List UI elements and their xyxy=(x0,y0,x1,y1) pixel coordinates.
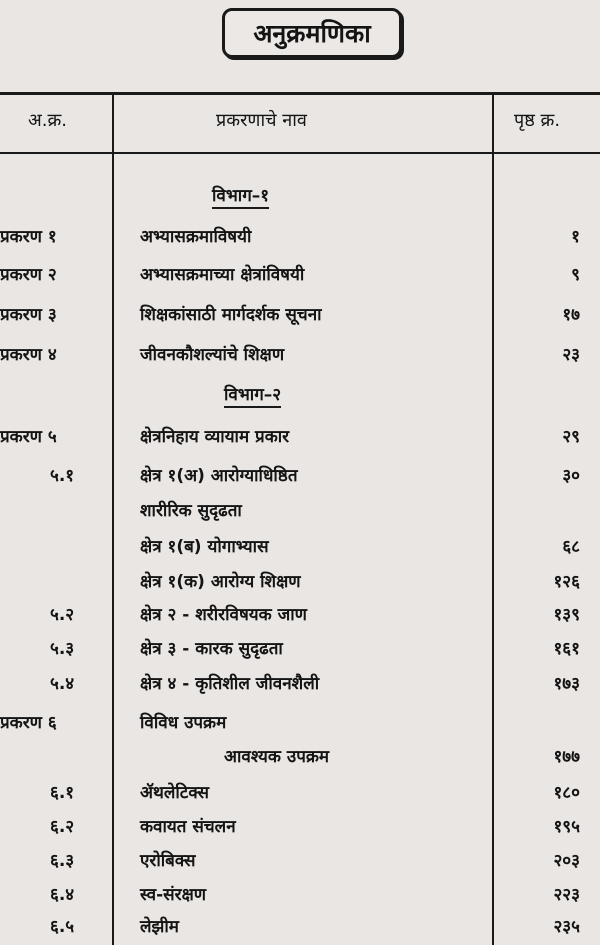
row-number: ५.२ xyxy=(50,605,75,625)
row-title: क्षेत्र ४ - कृतिशील जीवनशैली xyxy=(140,674,320,694)
row-title: ॲथलेटिक्स xyxy=(140,783,210,803)
toc-row xyxy=(0,222,600,252)
column-header-page: पृष्ठ क्र. xyxy=(514,110,561,131)
row-title: स्व-संरक्षण xyxy=(140,885,207,905)
row-title: शारीरिक सुदृढता xyxy=(140,501,242,521)
row-number: ६.३ xyxy=(50,851,75,871)
section-heading-1: विभाग–१ xyxy=(212,183,269,209)
row-number: प्रकरण १ xyxy=(0,227,57,247)
toc-row xyxy=(0,496,600,526)
toc-row xyxy=(0,532,600,562)
toc-row xyxy=(0,634,600,664)
row-page: १७३ xyxy=(553,674,580,694)
header-bottom-rule xyxy=(0,152,600,154)
row-title: एरोबिक्स xyxy=(140,851,196,871)
row-number: प्रकरण २ xyxy=(0,265,57,285)
row-number: ५.४ xyxy=(50,674,75,694)
toc-row xyxy=(0,422,600,452)
row-number: प्रकरण ६ xyxy=(0,713,57,733)
section-heading-2: विभाग–२ xyxy=(224,382,281,408)
row-number: ६.१ xyxy=(50,783,75,803)
row-page: २२३ xyxy=(553,885,580,905)
row-number: प्रकरण ४ xyxy=(0,345,57,365)
row-page: १ xyxy=(571,227,580,247)
row-page: १७७ xyxy=(553,747,580,767)
row-title: क्षेत्र १(ब) योगाभ्यास xyxy=(140,537,269,557)
toc-row xyxy=(0,260,600,290)
row-page: १९५ xyxy=(553,817,580,837)
row-title: क्षेत्र ३ - कारक सुदृढता xyxy=(140,639,283,659)
toc-row xyxy=(0,461,600,491)
row-title: क्षेत्र १(क) आरोग्य शिक्षण xyxy=(140,572,301,592)
column-header-chapter-name: प्रकरणाचे नाव xyxy=(216,110,307,131)
row-page: ३० xyxy=(562,466,580,486)
row-title: कवायत संचलन xyxy=(140,817,236,837)
row-number: ५.३ xyxy=(50,639,75,659)
row-title: अभ्यासक्रमाविषयी xyxy=(140,227,252,247)
row-title: आवश्यक उपक्रम xyxy=(224,747,330,767)
row-title: क्षेत्र २ - शरीरविषयक जाण xyxy=(140,605,307,625)
toc-row xyxy=(0,300,600,330)
row-page: २०३ xyxy=(553,851,580,871)
toc-row xyxy=(0,567,600,597)
row-title: क्षेत्रनिहाय व्यायाम प्रकार xyxy=(140,427,290,447)
toc-row xyxy=(0,708,600,738)
row-number: ५.१ xyxy=(50,466,75,486)
row-title: विविध उपक्रम xyxy=(140,713,227,733)
row-page: ९ xyxy=(571,265,580,285)
row-page: १८० xyxy=(553,783,580,803)
row-page: १७ xyxy=(562,305,580,325)
row-page: २३५ xyxy=(553,917,580,937)
row-page: १३९ xyxy=(553,605,580,625)
row-page: १६१ xyxy=(553,639,580,659)
toc-row xyxy=(0,846,600,876)
row-number: ६.४ xyxy=(50,885,75,905)
row-page: ६८ xyxy=(562,537,580,557)
row-number: प्रकरण ५ xyxy=(0,427,57,447)
toc-row xyxy=(0,742,600,772)
toc-row xyxy=(0,669,600,699)
row-page: २९ xyxy=(562,427,580,447)
toc-row xyxy=(0,778,600,808)
toc-row xyxy=(0,812,600,842)
toc-row xyxy=(0,600,600,630)
column-header-serial: अ.क्र. xyxy=(28,110,68,131)
table-top-rule xyxy=(0,92,600,95)
row-number: प्रकरण ३ xyxy=(0,305,57,325)
row-title: जीवनकौशल्यांचे शिक्षण xyxy=(140,345,285,365)
row-title: शिक्षकांसाठी मार्गदर्शक सूचना xyxy=(140,305,322,325)
row-page: १२६ xyxy=(553,572,580,592)
row-title: लेझीम xyxy=(140,917,179,937)
page-title: अनुक्रमणिका xyxy=(222,8,402,58)
row-number: ६.२ xyxy=(50,817,75,837)
toc-row xyxy=(0,340,600,370)
row-number: ६.५ xyxy=(50,917,75,937)
row-title: अभ्यासक्रमाच्या क्षेत्रांविषयी xyxy=(140,265,305,285)
row-title: क्षेत्र १(अ) आरोग्याधिष्ठित xyxy=(140,466,298,486)
toc-row xyxy=(0,912,600,942)
toc-row xyxy=(0,880,600,910)
row-page: २३ xyxy=(562,345,580,365)
